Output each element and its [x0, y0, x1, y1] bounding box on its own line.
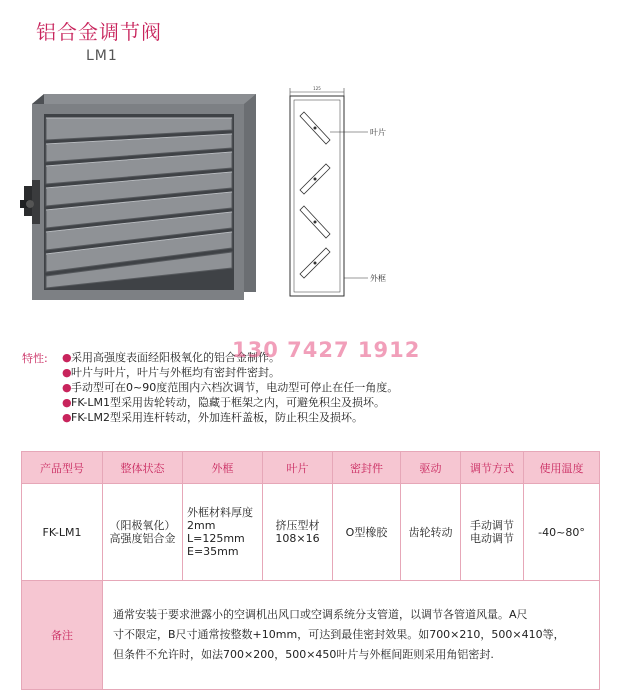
- leaf-callout: 叶片: [370, 128, 386, 137]
- frame-callout: 外框: [370, 274, 386, 283]
- features-label: 特性:: [22, 352, 48, 365]
- feature-item: ●FK-LM1型采用齿轮转动，隐藏于框架之内，可避免积尘及损坏。: [62, 396, 385, 409]
- dimension-label: 125: [313, 86, 321, 91]
- bullet-icon: ●: [62, 366, 72, 379]
- feature-item: ●采用高强度表面经阳极氧化的铝合金制作。: [62, 351, 280, 364]
- table-row: [22, 484, 600, 581]
- col-header: 驱动: [401, 452, 461, 484]
- cell-state: （阳极氧化） 高强度铝合金: [103, 484, 183, 581]
- feature-item: ●叶片与叶片，叶片与外框均有密封件密封。: [62, 366, 280, 379]
- model-subtitle: LM1: [86, 48, 118, 64]
- spec-table: [21, 451, 600, 690]
- phone-watermark: 130 7427 1912: [232, 338, 421, 362]
- col-header: 产品型号: [22, 452, 103, 484]
- cell-leaf: 挤压型材 108×16: [263, 484, 333, 581]
- cell-seal: O型橡胶: [333, 484, 401, 581]
- col-header: 外框: [183, 452, 263, 484]
- bullet-icon: ●: [62, 411, 72, 424]
- feature-item: ●FK-LM2型采用连杆转动，外加连杆盖板，防止积尘及损坏。: [62, 411, 363, 424]
- bullet-icon: ●: [62, 381, 72, 394]
- feature-item: ●手动型可在0~90度范围内六档次调节，电动型可停止在任一角度。: [62, 381, 399, 394]
- damper-section-drawing: [272, 82, 412, 304]
- damper-photo: [18, 82, 264, 310]
- bullet-icon: ●: [62, 351, 72, 364]
- page-title: 铝合金调节阀: [36, 20, 162, 44]
- note-text: 通常安装于要求泄露小的空调机出风口或空调系统分支管道，以调节各管道风量。A尺 寸不限定，B尺寸通常按整数+10mm，可达到最佳密封效果。如700×210，500×410等， 但条件不允许时，如法700×200，500×450叶片与外框间距则采用角铝密封.: [103, 581, 600, 690]
- col-header: 密封件: [333, 452, 401, 484]
- cell-adjust: 手动调节 电动调节: [461, 484, 524, 581]
- col-header: 整体状态: [103, 452, 183, 484]
- bullet-icon: ●: [62, 396, 72, 409]
- cell-temp: -40~80°: [524, 484, 600, 581]
- cell-drive: 齿轮转动: [401, 484, 461, 581]
- note-row: [22, 581, 600, 690]
- note-label: 备注: [22, 581, 103, 690]
- col-header: 使用温度: [524, 452, 600, 484]
- cell-frame: 外框材料厚度 2mm L=125mm E=35mm: [183, 484, 263, 581]
- cell-model: FK-LM1: [22, 484, 103, 581]
- table-header-row: [22, 452, 600, 484]
- col-header: 叶片: [263, 452, 333, 484]
- col-header: 调节方式: [461, 452, 524, 484]
